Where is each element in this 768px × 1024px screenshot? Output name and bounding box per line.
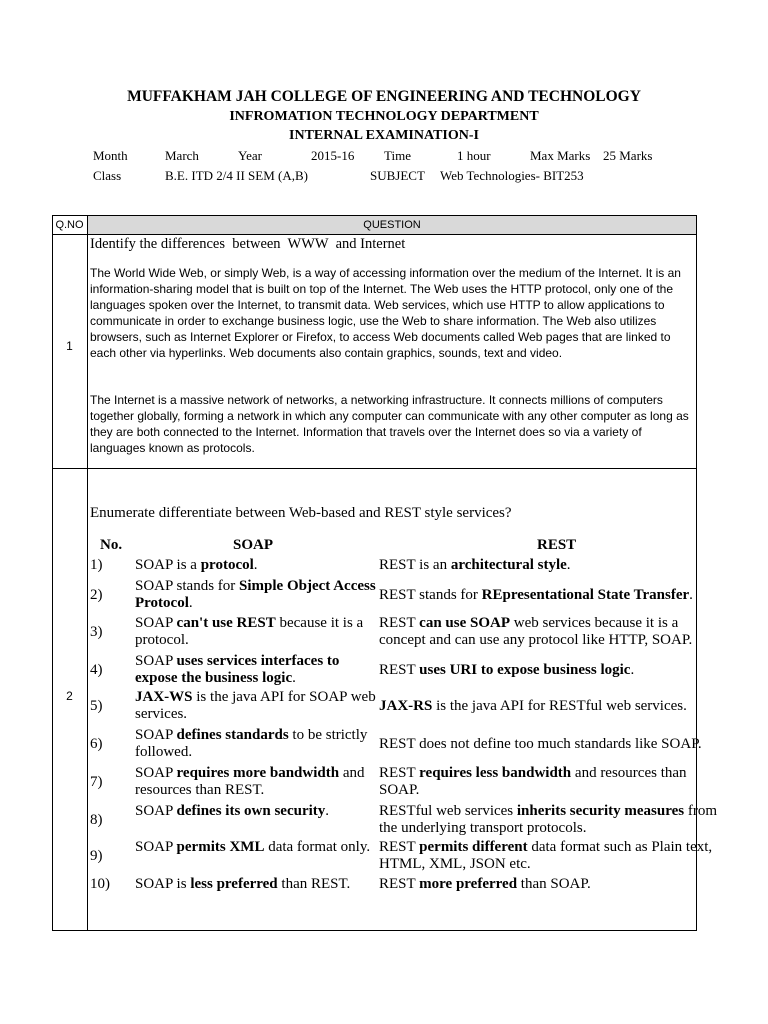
q2-question: Enumerate differentiate between Web-based and REST style services?	[90, 505, 512, 521]
rest-cell: JAX-RS is the java API for RESTful web services.	[379, 697, 687, 714]
rest-cell: REST can use SOAP web services because it is a concept and can use any protocol like HTTP, SOAP.	[379, 615, 693, 648]
comparison-row-number: 6)	[90, 735, 103, 752]
month-value: March	[165, 148, 199, 163]
qno-header: Q.NO	[55, 219, 84, 231]
comparison-no-header: No.	[100, 537, 123, 553]
soap-cell: JAX-WS is the java API for SOAP web services.	[135, 689, 376, 722]
class-label: Class	[93, 168, 122, 183]
soap-cell: SOAP is a protocol.	[135, 557, 258, 573]
comparison-row-number: 10)	[90, 876, 110, 892]
comparison-row-number: 7)	[90, 773, 103, 790]
soap-cell: SOAP can't use REST because it is a protocol.	[135, 615, 364, 648]
column-divider	[87, 215, 88, 931]
comparison-row-number: 4)	[90, 661, 103, 678]
table-border-top	[52, 215, 697, 216]
soap-cell: SOAP defines its own security.	[135, 803, 330, 819]
subject-value: Web Technologies- BIT253	[440, 168, 584, 183]
month-label: Month	[93, 148, 128, 163]
rest-cell: REST permits different data format such as Plain text, HTML, XML, JSON etc.	[379, 839, 713, 872]
rest-cell: REST does not define too much standards like SOAP.	[379, 735, 702, 752]
soap-cell: SOAP defines standards to be strictly followed.	[135, 727, 368, 760]
q2-number: 2	[66, 689, 73, 703]
comparison-row-number: 2)	[90, 586, 103, 603]
exam-title: INTERNAL EXAMINATION-I	[289, 128, 479, 143]
subject-label: SUBJECT	[370, 168, 425, 183]
max-marks-value: 25 Marks	[603, 148, 653, 163]
rest-cell: RESTful web services inherits security measures from the underlying transport protocols.	[379, 803, 718, 836]
time-label: Time	[384, 148, 411, 163]
soap-cell: SOAP permits XML data format only.	[135, 839, 371, 855]
comparison-row-number: 3)	[90, 623, 103, 640]
soap-cell: SOAP is less preferred than REST.	[135, 876, 351, 892]
table-border-bottom	[52, 930, 697, 931]
comparison-row-number: 1)	[90, 557, 103, 573]
soap-cell: SOAP uses services interfaces to expose the business logic.	[135, 653, 340, 686]
comparison-row-number: 8)	[90, 811, 103, 828]
department-name: INFROMATION TECHNOLOGY DEPARTMENT	[229, 109, 539, 124]
q1-paragraph-web: The World Wide Web, or simply Web, is a way of accessing information over the medium of the Internet. It is an information-sharing model that is built on top of the Internet. The Web uses the HTTP protocol, only one of the languages spoken over the Internet, to transmit data. Web services, which use HTTP to allow applications to communicate in order to exchange business logic, use the Web to share information. The Web also utilizes browsers, such as Internet Explorer or Firefox, to access Web documents called Web pages that are linked to each other via hyperlinks. Web documents also contain graphics, sounds, text and video.	[90, 266, 681, 360]
q1-paragraph-internet: The Internet is a massive network of networks, a networking infrastructure. It connects millions of computers together globally, forming a network in which any computer can communicate with any other computer as long as they are both connected to the Internet. Information that travels over the Internet does so via a variety of languages known as protocols.	[90, 393, 689, 455]
year-label: Year	[238, 148, 262, 163]
soap-cell: SOAP requires more bandwidth and resources than REST.	[135, 765, 365, 798]
table-border-left	[52, 215, 53, 931]
max-marks-label: Max Marks	[530, 148, 591, 163]
q1-question: Identify the differences between WWW and Internet	[90, 236, 406, 252]
table-header-divider	[52, 234, 697, 235]
college-name: MUFFAKHAM JAH COLLEGE OF ENGINEERING AND TECHNOLOGY	[127, 88, 641, 105]
rest-cell: REST more preferred than SOAP.	[379, 876, 591, 892]
rest-cell: REST is an architectural style.	[379, 557, 571, 573]
comparison-soap-header: SOAP	[233, 537, 274, 553]
soap-cell: SOAP stands for Simple Object Access Protocol.	[135, 578, 376, 611]
year-value: 2015-16	[311, 148, 355, 163]
comparison-row-number: 5)	[90, 697, 103, 714]
question-header: QUESTION	[363, 219, 421, 231]
q1-number: 1	[66, 339, 73, 353]
comparison-row-number: 9)	[90, 847, 103, 864]
row-divider	[52, 468, 697, 469]
comparison-rest-header: REST	[537, 537, 577, 553]
rest-cell: REST stands for REpresentational State Transfer.	[379, 586, 693, 603]
class-value: B.E. ITD 2/4 II SEM (A,B)	[165, 168, 308, 183]
time-value: 1 hour	[457, 148, 491, 163]
rest-cell: REST requires less bandwidth and resources than SOAP.	[379, 765, 687, 798]
rest-cell: REST uses URI to expose business logic.	[379, 661, 635, 678]
